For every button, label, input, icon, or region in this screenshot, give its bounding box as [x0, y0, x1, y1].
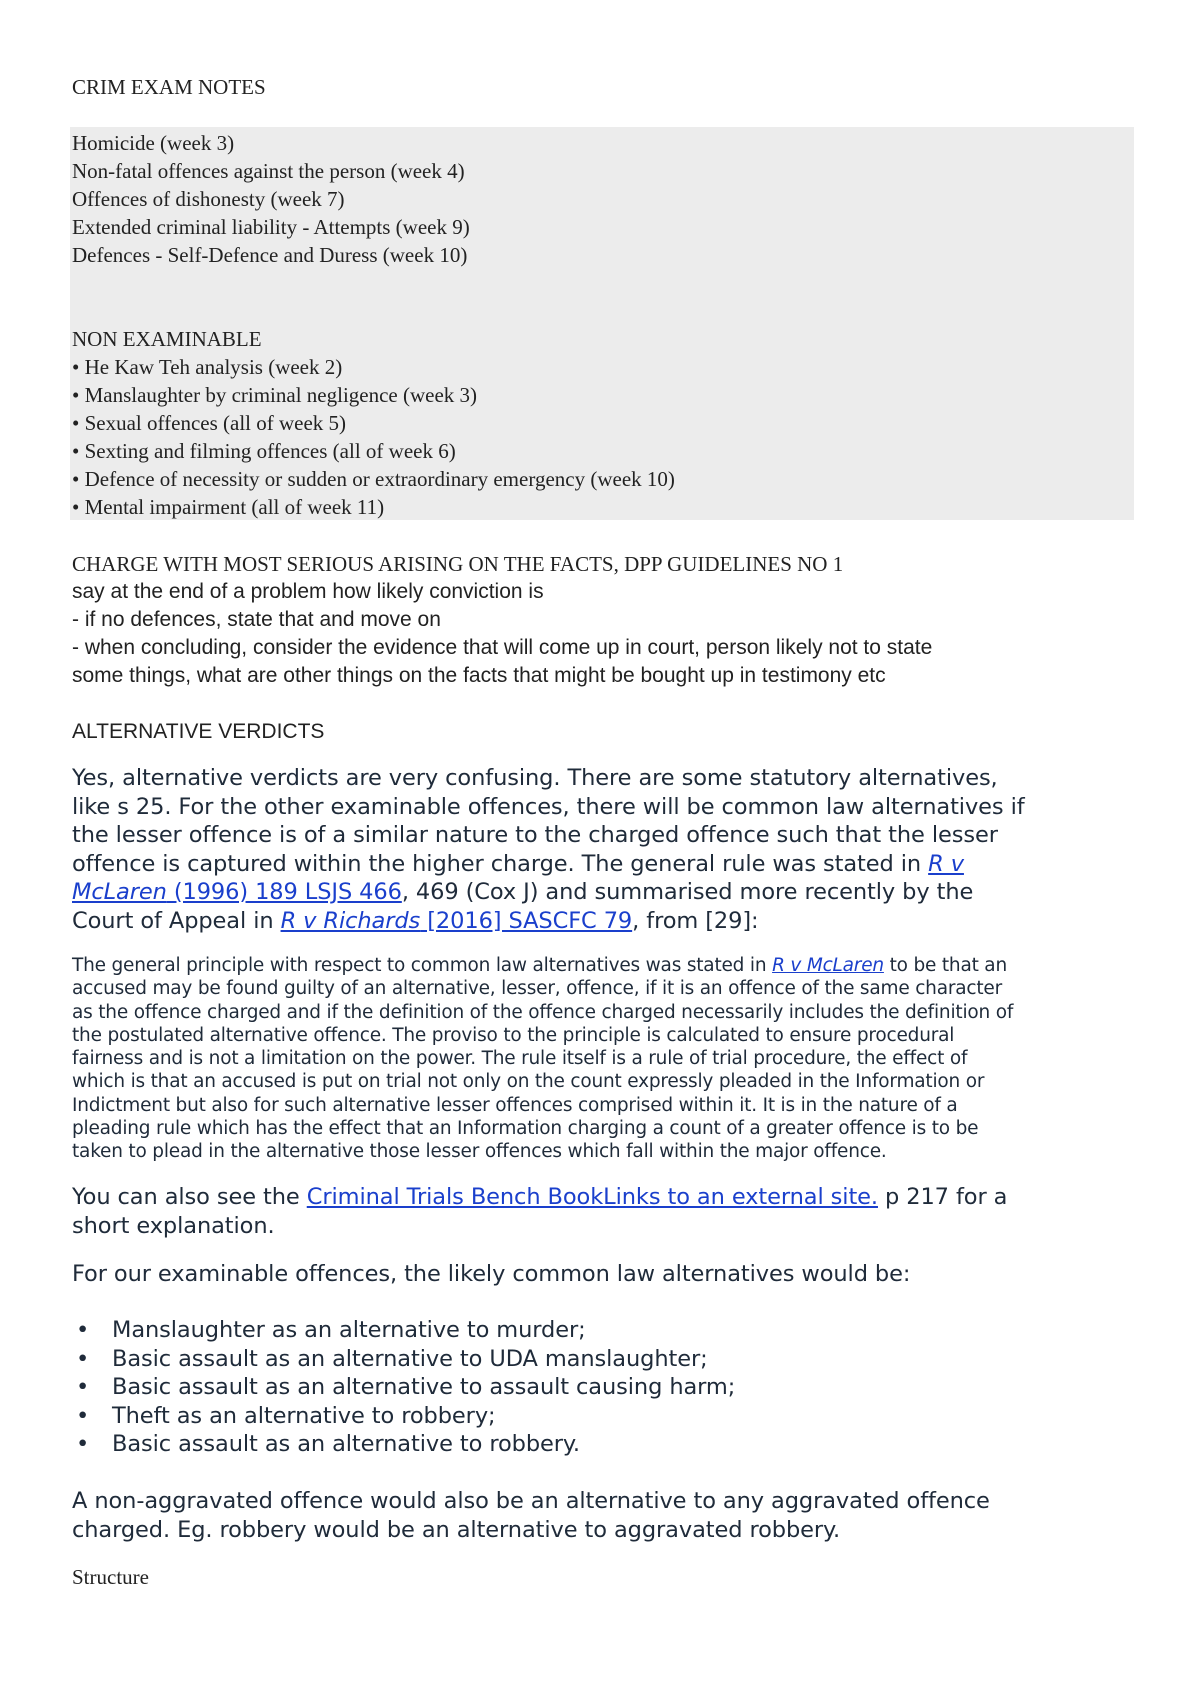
topic-item: Offences of dishonesty (week 7)	[72, 187, 345, 211]
non-examinable-heading: NON EXAMINABLE	[72, 327, 262, 351]
topic-item: Extended criminal liability - Attempts (week 9)	[72, 215, 470, 239]
structure-heading: Structure	[72, 1565, 149, 1589]
page-title: CRIM EXAM NOTES	[72, 75, 266, 99]
bullet-icon: •	[72, 411, 80, 435]
list-item: • Theft as an alternative to robbery;	[76, 1402, 496, 1429]
r-v-richards-link[interactable]: R v Richards [2016] SASCFC 79	[280, 907, 633, 934]
bullet-icon: •	[76, 1345, 90, 1372]
bullet-icon: •	[72, 383, 80, 407]
likely-alternatives-intro: For our examinable offences, the likely common law alternatives would be:	[72, 1261, 911, 1287]
bullet-icon: •	[76, 1402, 90, 1429]
alternative-verdicts-heading: ALTERNATIVE VERDICTS	[72, 720, 325, 743]
r-v-mclaren-link[interactable]: R v	[928, 850, 964, 877]
non-examinable-item: • Defence of necessity or sudden or extraordinary emergency (week 10)	[72, 467, 675, 491]
charge-note-line: - when concluding, consider the evidence that will come up in court, person likely not to state	[72, 636, 933, 659]
quotation-block: The general principle with respect to common law alternatives was stated in R v McLaren to be that an accused may be found guilty of an alternative, lesser, offence, if it is an offence of the same character as the offence charged and if the definition of the offence charged necessarily includes the definition of the postulated alternative offence. The proviso to the principle is calculated to ensure procedural fairness and is not a limitation on the power. The rule itself is a rule of trial procedure, the effect of which is that an accused is put on trial not only on the count expressly pleaded in the Information or Indictment but also for such alternative lesser offences comprised within it. It is in the nature of a pleading rule which has the effect that an Information charging a count of a greater offence is to be taken to plead in the alternative those lesser offences which fall within the major offence.	[72, 955, 1014, 1163]
r-v-mclaren-quote-link[interactable]: R v McLaren	[772, 955, 884, 976]
list-item: • Basic assault as an alternative to assault causing harm;	[76, 1374, 736, 1400]
charge-note-line: - if no defences, state that and move on	[72, 608, 441, 631]
bullet-icon: •	[76, 1317, 90, 1343]
bullet-icon: •	[72, 495, 80, 519]
alternative-verdicts-paragraph: Yes, alternative verdicts are very confusing. There are some statutory alternatives, like s 25. For the other examinable offences, there will be common law alternatives if the lesser offence is of a similar nature to the charged offence such that the lesser offence is captured within the higher charge. The general rule was stated in R v McLaren (1996) 189 LSJS 466, 469 (Cox J) and summarised more recently by the Court of Appeal in R v Richards [2016] SASCFC 79, from [29]:	[72, 765, 1025, 934]
non-examinable-item: • Sexual offences (all of week 5)	[72, 411, 347, 435]
bench-book-paragraph: You can also see the Criminal Trials Bench BookLinks to an external site. p 217 for a short explanation.	[72, 1184, 1008, 1239]
list-item: • Manslaughter as an alternative to murder;	[76, 1317, 586, 1343]
non-aggravated-paragraph: A non-aggravated offence would also be an alternative to any aggravated offence charged. Eg. robbery would be an alternative to aggravated robbery.	[72, 1488, 990, 1543]
charge-note-line: some things, what are other things on the facts that might be bought up in testimony etc	[72, 664, 886, 687]
bullet-icon: •	[72, 439, 80, 463]
bullet-icon: •	[72, 467, 80, 491]
non-examinable-section	[72, 325, 1132, 521]
charge-notes	[72, 578, 1132, 690]
bench-book-link[interactable]: Criminal Trials Bench BookLinks to an external site.	[306, 1184, 878, 1210]
bullet-icon: •	[72, 355, 80, 379]
bullet-icon: •	[76, 1431, 90, 1457]
non-examinable-item: • Mental impairment (all of week 11)	[72, 495, 385, 519]
list-item: • Basic assault as an alternative to UDA manslaughter;	[76, 1345, 708, 1372]
non-examinable-item: • He Kaw Teh analysis (week 2)	[72, 355, 343, 379]
bullet-icon: •	[76, 1374, 90, 1400]
topic-item: Homicide (week 3)	[72, 131, 235, 155]
examinable-topics-list	[72, 129, 1132, 269]
non-examinable-item: • Sexting and filming offences (all of week 6)	[72, 439, 456, 463]
non-examinable-item: • Manslaughter by criminal negligence (week 3)	[72, 383, 478, 407]
r-v-mclaren-citation-link[interactable]: McLaren (1996) 189 LSJS 466	[72, 879, 402, 905]
list-item: • Basic assault as an alternative to robbery.	[76, 1431, 580, 1457]
charge-note-line: say at the end of a problem how likely conviction is	[72, 580, 544, 603]
topic-item: Non-fatal offences against the person (week 4)	[72, 159, 465, 183]
topic-item: Defences - Self-Defence and Duress (week 10)	[72, 243, 468, 267]
alternatives-list	[0, 1316, 1200, 1459]
charge-heading: CHARGE WITH MOST SERIOUS ARISING ON THE FACTS, DPP GUIDELINES NO 1	[72, 552, 844, 576]
